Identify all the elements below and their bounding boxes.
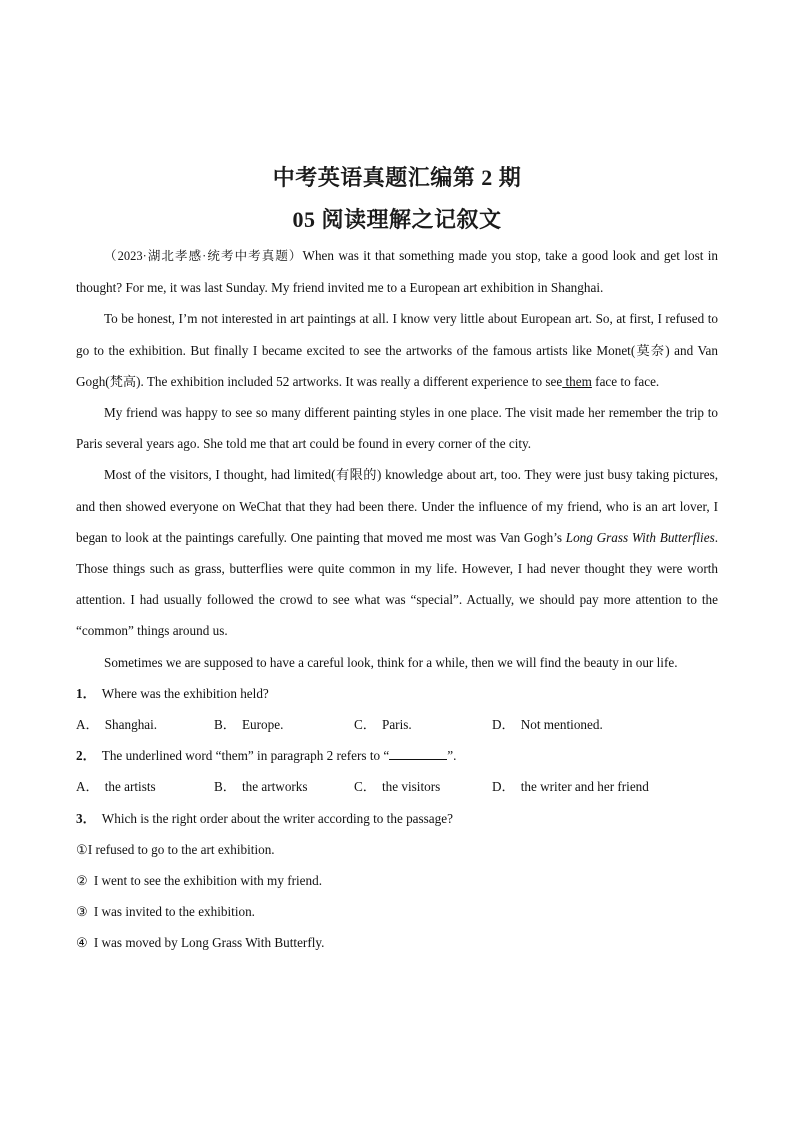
circled-number: ① [76,841,88,857]
option-c[interactable] [354,771,492,802]
passage-paragraph-1 [76,240,718,303]
option-b[interactable] [214,771,354,802]
option-text: Not mentioned. [520,717,603,733]
passage-paragraph-4 [76,459,718,646]
option-label: D． [492,779,515,795]
option-label: A． [76,717,99,733]
source-citation: （2023·湖北孝感·统考中考真题） [104,249,303,263]
question-text: The underlined word “them” in paragraph 2 refers to “ [101,748,390,764]
circled-number: ② [76,873,88,889]
item-text: I went to see the exhibition with my friend. [93,873,322,889]
order-item-2 [76,865,718,896]
order-item-1 [76,834,718,865]
question-text-end: ”. [447,748,457,764]
option-d[interactable] [492,709,692,740]
paragraph-text: To be honest, I’m not interested in art paintings at all. I know very little about European art. So, at first, I refused to go to the exhibition. But finally I became excited to see the artworks of the famous artists like Monet(莫奈) and Van Gogh(梵高). The exhibition included 52 artworks. It was really a different experience to see [76,311,718,389]
question-1-options [76,709,718,740]
reading-passage [76,240,718,959]
passage-paragraph-3: My friend was happy to see so many different painting styles in one place. The visit made her remember the trip to Paris several years ago. She told me that art could be found in every corner of the city. [76,405,718,452]
option-label: B． [214,779,236,795]
item-text: I was invited to the exhibition. [93,904,255,920]
question-text: Which is the right order about the writer according to the passage? [101,810,453,826]
passage-paragraph-5: Sometimes we are supposed to have a careful look, think for a while, then we will find the beauty in our life. [104,654,678,670]
circled-number: ③ [76,904,88,920]
page-subtitle: 05 阅读理解之记叙文 [292,207,502,232]
order-item-3 [76,896,718,927]
option-b[interactable] [214,709,354,740]
question-number: 1． [76,685,96,701]
circled-number: ④ [76,935,88,951]
option-text: the artworks [241,779,308,795]
option-label: C． [354,717,376,733]
option-d[interactable] [492,771,692,802]
passage-paragraph-2 [76,303,718,397]
option-c[interactable] [354,709,492,740]
underlined-word: them [562,373,592,389]
option-label: D． [492,717,515,733]
option-label: B． [214,717,236,733]
paragraph-text: . Those things such as grass, butterflies were quite common in my life. However, I had never thought they were worth attention. I had usually followed the crowd to see what was “special”. Actually, we should pay more attention to the “common” things around us. [76,529,719,639]
paragraph-text: face to face. [591,373,660,389]
option-label: C． [354,779,376,795]
option-text: the visitors [381,779,441,795]
question-number: 2． [76,748,96,764]
question-3 [76,803,718,834]
paragraph-text: Most of the visitors, I thought, had limited(有限的) knowledge about art, too. They were just busy taking pictures, and then showed everyone on WeChat that they had been there. Under the influence of my friend, who is an art lover, I began to look at the paintings carefully. One painting that moved me most was Van Gogh’s [76,467,718,545]
question-1 [76,678,718,709]
option-text: Shanghai. [104,717,158,733]
option-text: Europe. [241,717,284,733]
option-text: Paris. [381,717,412,733]
option-text: the writer and her friend [520,779,649,795]
question-2 [76,740,718,771]
answer-blank[interactable] [389,747,447,760]
option-a[interactable] [76,771,214,802]
page-title: 中考英语真题汇编第 2 期 [272,165,522,190]
item-text: I refused to go to the art exhibition. [87,841,275,857]
option-text: the artists [104,779,156,795]
painting-title: Long Grass With Butterflies [565,529,715,545]
option-label: A． [76,779,99,795]
question-2-options [76,771,718,802]
question-number: 3． [76,810,96,826]
option-a[interactable] [76,709,214,740]
paragraph-text: When was it that something made you stop, take a good look and get lost in thought? For me, it was last Sunday. My friend invited me to a European art exhibition in Shanghai. [76,248,719,296]
item-text: I was moved by Long Grass With Butterfly. [93,935,325,951]
order-item-4 [76,927,718,958]
question-text: Where was the exhibition held? [101,685,269,701]
